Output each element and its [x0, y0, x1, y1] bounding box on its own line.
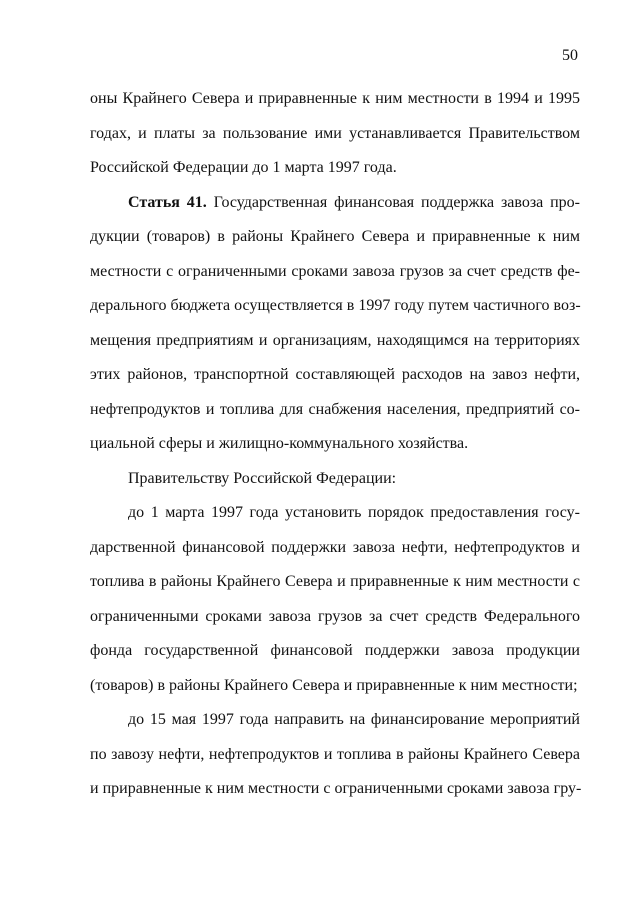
text-line: оны Крайнего Севера и приравненные к ним местности в 1994 и 1995 — [90, 90, 580, 107]
text-line: годах, и платы за пользование ими устанавливается Правительством — [90, 124, 580, 142]
article-title: Государственная финансовая поддержка завоза про- — [206, 193, 580, 211]
text-line: Правительству Российской Федерации: — [128, 469, 397, 487]
text-line: до 1 марта 1997 года установить порядок предоставления госу- — [128, 504, 580, 521]
text-line: дерального бюджета осуществляется в 1997 году путем частичного воз- — [90, 297, 581, 314]
text-line: местности с ограниченными сроками завоза грузов за счет средств фе- — [90, 262, 580, 280]
article-heading: Статья 41. — [128, 193, 207, 211]
paragraph-article-41 — [90, 186, 580, 462]
page-number: 50 — [562, 47, 578, 64]
text-line: топлива в районы Крайнего Севера и приравненные к ним местности с — [90, 573, 580, 590]
text-line: нефтепродуктов и топлива для снабжения населения, предприятий со- — [90, 400, 580, 418]
text-line: циальной сферы и жилищно-коммунального хозяйства. — [90, 435, 469, 452]
text-line: дарственной финансовой поддержки завоза нефти, нефтепродуктов и — [90, 538, 580, 556]
paragraph-march-deadline — [90, 496, 580, 703]
text-line: фонда государственной финансовой поддержки завоза продукции — [90, 642, 580, 659]
text-line — [90, 186, 580, 221]
body-text — [90, 82, 580, 807]
paragraph-government — [90, 462, 580, 497]
text-line: этих районов, транспортной составляющей расходов на завоз нефти, — [90, 366, 580, 383]
text-line: (товаров) в районы Крайнего Севера и приравненные к ним местности; — [90, 676, 578, 694]
text-line: ограниченными сроками завоза грузов за счет средств Федерального — [90, 607, 580, 625]
paragraph-continuation — [90, 82, 580, 186]
paragraph-may-deadline — [90, 703, 580, 807]
text-line: Российской Федерации до 1 марта 1997 года. — [90, 159, 397, 176]
text-line: и приравненные к ним местности с ограниченными сроками завоза гру- — [90, 780, 582, 797]
text-line: до 15 мая 1997 года направить на финансирование мероприятий — [128, 711, 580, 728]
text-line: по завозу нефти, нефтепродуктов и топлива в районы Крайнего Севера — [90, 745, 580, 763]
text-line: мещения предприятиям и организациям, находящимся на территориях — [90, 331, 580, 349]
text-line: дукции (товаров) в районы Крайнего Севера и приравненные к ним — [90, 228, 580, 245]
